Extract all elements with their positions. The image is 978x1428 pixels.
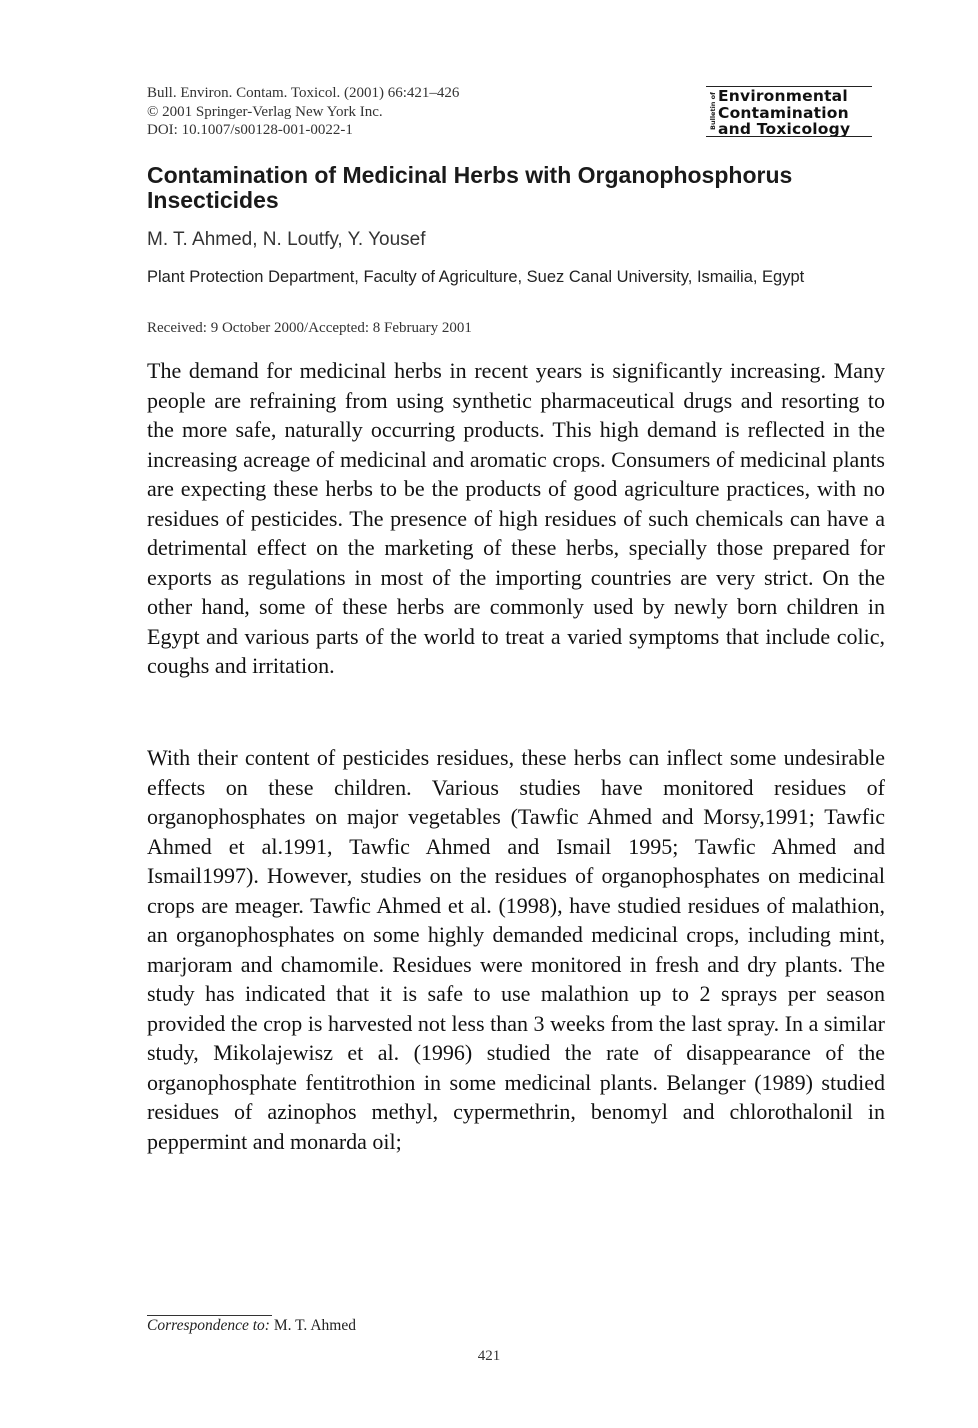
copyright-line: © 2001 Springer-Verlag New York Inc.	[147, 103, 383, 120]
footnote-value: M. T. Ahmed	[269, 1317, 356, 1334]
doi-line: DOI: 10.1007/s00128-001-0022-1	[147, 122, 353, 138]
citation-block	[147, 84, 459, 140]
logo-wordmark	[718, 88, 850, 138]
logo-line-3: and Toxicology	[718, 120, 851, 138]
journal-logo	[706, 86, 874, 138]
body-paragraph-2: With their content of pesticides residues, these herbs can inflect some undesirable effects on these children. Various studies have monitored residues of organophosphates on major vegetables (Tawfic Ahmed and Morsy,1991; Tawfic Ahmed et al.1991, Tawfic Ahmed and Ismail 1995; Tawfic Ahmed and Ismail1997). However, studies on the residues of organophosphates on medicinal crops are meager. Tawfic Ahmed et al. (1998), have studied residues of malathion, an organophosphates on some highly demanded medicinal crops, including mint, marjoram and chamomile. Residues were monitored in fresh and dry plants. The study has indicated that it is safe to use malathion up to 2 sprays per season provided the crop is harvested not less than 3 weeks from the last spray. In a similar study, Mikolajewisz et al. (1996) studied the rate of disappearance of the organophosphate fentitrothion in some medicinal plants. Belanger (1989) studied residues of azinophos methyl, cypermethrin, benomyl and chlorothalonil in peppermint and monarda oil;	[147, 745, 885, 1154]
article-affiliation: Plant Protection Department, Faculty of Agriculture, Suez Canal University, Ismailia, Egypt	[147, 268, 805, 286]
footnote-label: Correspondence to:	[147, 1317, 270, 1334]
logo-bottom-rule	[706, 136, 872, 137]
logo-line-2: Contamination	[718, 103, 849, 122]
logo-vertical-text: Bulletin of	[709, 92, 717, 130]
citation-line: Bull. Environ. Contam. Toxicol. (2001) 66:421–426	[147, 85, 460, 101]
article-title: Contamination of Medicinal Herbs with Organophosphorus Insecticides	[147, 162, 793, 213]
footnote-rule	[147, 1315, 272, 1316]
page-number: 421	[477, 1348, 501, 1364]
logo-line-1: Environmental	[718, 87, 848, 105]
received-dates: Received: 9 October 2000/Accepted: 8 February 2001	[147, 320, 472, 336]
correspondence-footnote	[147, 1317, 356, 1335]
body-paragraph-1: The demand for medicinal herbs in recent years is significantly increasing. Many people are refraining from using synthetic pharmaceutical drugs and resorting to the more safe, naturally occurring products. This high demand is reflected in the increasing acreage of medicinal and aromatic crops. Consumers of medicinal plants are expecting these herbs to be the products of good agriculture practices, with no residues of pesticides. The presence of high residues of such chemicals can have a detrimental effect on the marketing of these herbs, specially those prepared for exports as regulations in most of the importing countries are very strict. On the other hand, some of these herbs are commonly used by newly born children in Egypt and various parts of the world to treat a varied symptoms that include colic, coughs and irritation.	[147, 358, 885, 678]
article-authors: M. T. Ahmed, N. Loutfy, Y. Yousef	[147, 229, 426, 250]
